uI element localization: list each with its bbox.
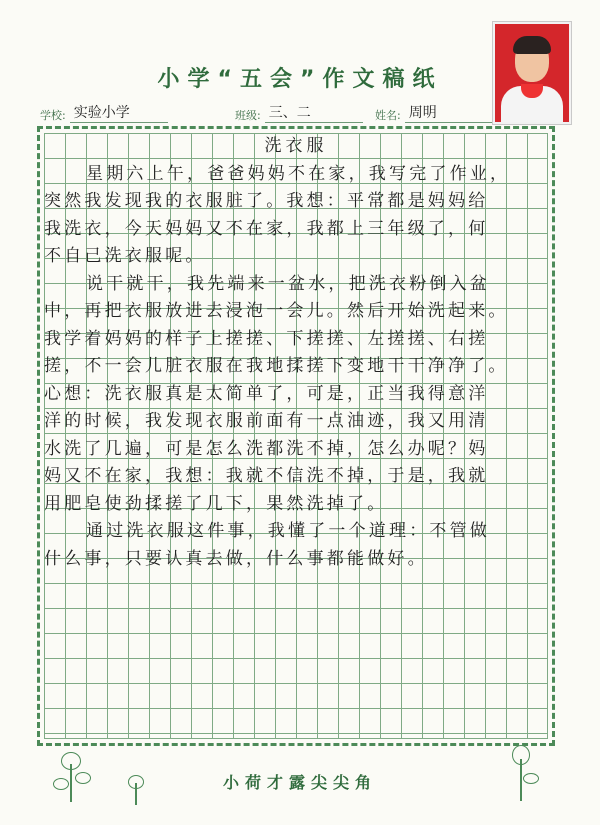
class-field	[235, 102, 363, 123]
school-value: 实验小学	[70, 102, 168, 123]
essay-line: 突然我发现我的衣服脏了。我想：平常都是妈妈给	[44, 191, 489, 211]
footer-slogan: 小荷才露尖尖角	[222, 773, 377, 792]
school-field	[40, 102, 168, 123]
student-photo	[493, 22, 571, 124]
page-title: 小学“五会”作文稿纸	[157, 67, 443, 92]
essay-line: 通过洗衣服这件事，我懂了一个道理：不管做	[86, 521, 490, 541]
essay-line: 洋的时候，我发现衣服前面有一点油迹，我又用清	[44, 411, 489, 431]
essay-line: 星期六上午，爸爸妈妈不在家，我写完了作业，	[86, 163, 511, 184]
name-value: 周明	[405, 102, 503, 123]
essay-line: 我学着妈妈的样子上搓搓、下搓搓、左搓搓、右搓	[44, 328, 489, 349]
essay-line: 什么事，只要认真去做，什么事都能做好。	[44, 548, 428, 569]
essay-line: 我洗衣，今天妈妈又不在家，我都上三年级了，何	[44, 218, 489, 239]
essay-line: 妈又不在家，我想：我就不信洗不掉，于是，我就	[44, 466, 489, 486]
school-label: 学校:	[40, 109, 66, 122]
name-label: 姓名:	[375, 109, 401, 122]
flower-petal	[61, 752, 81, 770]
photo-hair	[513, 36, 551, 54]
essay-line: 说干就干，我先端来一盆水，把洗衣粉倒入盆	[86, 273, 490, 294]
name-field	[375, 102, 503, 123]
essay-line: 水洗了几遍，可是怎么洗都洗不掉，怎么办呢？妈	[44, 438, 489, 459]
student-info-row	[40, 96, 510, 122]
class-value: 三、二	[265, 102, 363, 123]
essay-line: 搓，不一会儿脏衣服在我地揉搓下变地干干净净了。	[44, 356, 509, 376]
essay-line: 不自己洗衣服呢。	[44, 246, 206, 266]
essay-text	[44, 133, 548, 573]
essay-line: 中，再把衣服放进去浸泡一会儿。然后开始洗起来。	[44, 301, 509, 321]
flower-petal	[512, 745, 530, 765]
essay-line: 用肥皂使劲揉搓了几下，果然洗掉了。	[44, 493, 388, 514]
essay-line: 心想：洗衣服真是太简单了，可是，正当我得意洋	[44, 383, 489, 404]
essay-title: 洗衣服	[264, 136, 328, 156]
class-label: 班级:	[235, 109, 261, 122]
